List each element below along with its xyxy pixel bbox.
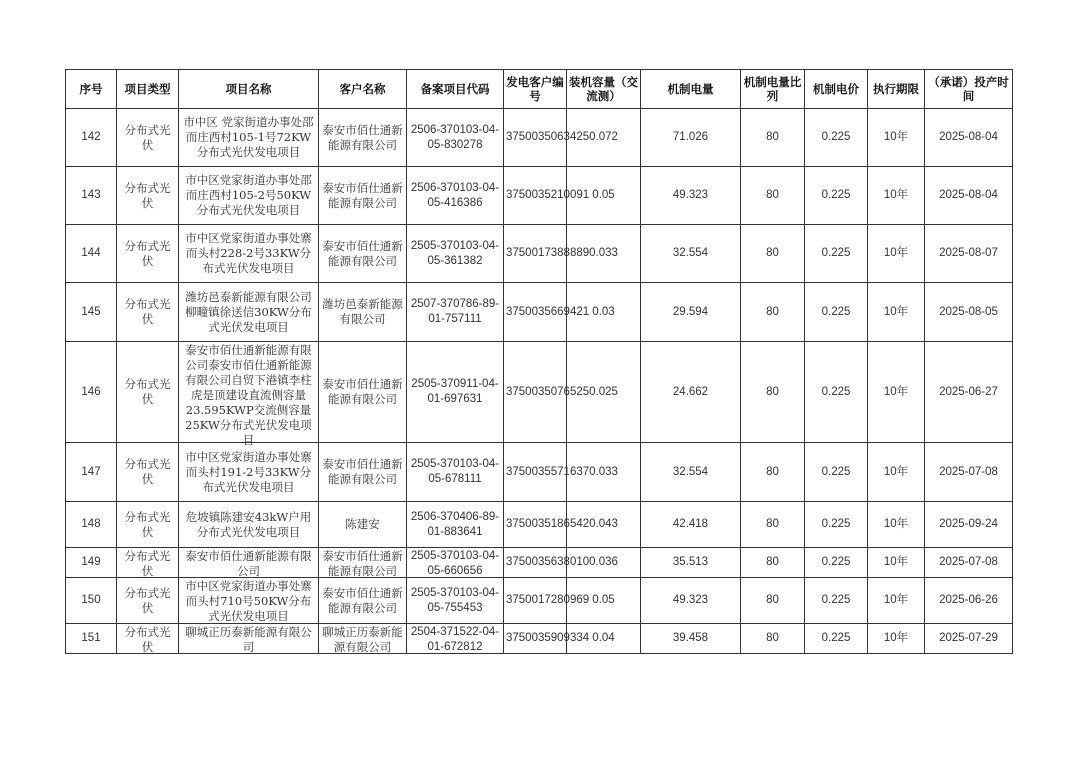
row-date: [925, 502, 1013, 548]
table-row: [66, 109, 1013, 167]
row-energy: [641, 578, 741, 624]
row-filing-code-text: 2505-370911-04-01-697631: [411, 378, 499, 405]
row-energy-text: 49.323: [672, 594, 709, 606]
row-customer: [319, 283, 407, 342]
row-seq: [66, 578, 117, 624]
row-term: [868, 548, 925, 578]
row-filing-code-text: 2506-370103-04-05-416386: [410, 181, 500, 209]
row-ratio: [741, 443, 805, 502]
row-term-text: 10年: [883, 465, 909, 478]
row-seq-text: 143: [81, 189, 101, 201]
row-customer-text: 聊城正历泰新能源有限公司: [322, 625, 403, 654]
row-capacity-text: 0.033: [589, 465, 618, 478]
table-header-row: [66, 70, 1013, 109]
row-name-text: 潍坊邑泰新能源有限公司柳疃镇徐送信30KW分布式光伏发电项目: [185, 289, 312, 334]
row-term-text: 10年: [883, 131, 909, 143]
row-term-text: 10年: [883, 247, 909, 259]
header-name: 项目名称: [179, 70, 319, 109]
row-ratio-text: 80: [766, 556, 779, 568]
row-filing-code: [407, 167, 504, 225]
row-energy-text: 71.026: [672, 131, 709, 143]
row-price: [805, 283, 868, 342]
row-seq: [66, 548, 117, 578]
row-customer-text: 泰安市佰仕通新能源有限公司: [322, 238, 403, 268]
row-type: [117, 225, 179, 283]
row-seq-text: 145: [81, 305, 101, 318]
row-term-text: 10年: [883, 305, 909, 318]
row-term-text: 10年: [883, 518, 909, 530]
row-account-text: 3750035669421: [506, 305, 590, 318]
row-capacity-text: 0.072: [589, 131, 618, 143]
row-account: [504, 167, 590, 225]
row-customer-text: 泰安市佰仕通新能源有限公司: [322, 377, 403, 406]
row-term: [868, 283, 925, 342]
row-seq: [66, 624, 117, 654]
row-filing-code: [407, 225, 504, 283]
row-seq-text: 142: [81, 131, 101, 143]
row-term: [868, 109, 925, 167]
row-name: [179, 548, 319, 578]
row-ratio-text: 80: [766, 247, 779, 259]
row-date-text: 2025-07-29: [939, 632, 998, 644]
table-row: [66, 578, 1013, 624]
row-type-text: 分布式光伏: [124, 509, 171, 539]
row-name-text: 聊城正历泰新能源有限公司: [185, 625, 312, 654]
row-filing-code-text: 2505-370103-04-05-361382: [410, 239, 500, 267]
row-capacity-text: 0.05: [592, 594, 615, 606]
row-energy: [641, 109, 741, 167]
row-customer: [319, 109, 407, 167]
row-date-text: 2025-06-27: [939, 385, 998, 398]
header-account: 发电客户编号: [504, 70, 567, 109]
row-type: [117, 548, 179, 578]
row-ratio-text: 80: [766, 594, 779, 606]
row-date: [925, 225, 1013, 283]
row-capacity-text: 0.033: [589, 247, 618, 259]
row-customer-text: 陈建安: [345, 517, 380, 531]
table-row: [66, 443, 1013, 502]
row-price: [805, 548, 868, 578]
row-name: [179, 502, 319, 548]
row-capacity-text: 0.03: [592, 305, 615, 318]
row-date: [925, 578, 1013, 624]
row-filing-code: [407, 624, 504, 654]
header-filing-code: 备案项目代码: [407, 70, 504, 109]
row-price-text: 0.225: [821, 465, 851, 478]
header-capacity: 装机容量（交流测）: [567, 70, 641, 109]
row-price-text: 0.225: [821, 385, 851, 398]
row-term: [868, 502, 925, 548]
row-price: [805, 225, 868, 283]
row-type-text: 分布式光伏: [124, 585, 171, 615]
row-price: [805, 624, 868, 654]
row-filing-code-text: 2506-370406-89-01-883641: [410, 510, 500, 538]
row-account: [504, 578, 590, 624]
row-type: [117, 578, 179, 624]
row-ratio: [741, 109, 805, 167]
row-filing-code: [407, 109, 504, 167]
table-row: [66, 624, 1013, 654]
header-customer: 客户名称: [319, 70, 407, 109]
row-price-text: 0.225: [821, 518, 851, 530]
row-term-text: 10年: [883, 556, 909, 568]
row-ratio: [741, 225, 805, 283]
row-seq: [66, 283, 117, 342]
row-seq-text: 146: [81, 385, 101, 398]
row-price: [805, 109, 868, 167]
table-row: [66, 502, 1013, 548]
header-seq: 序号: [66, 70, 117, 109]
row-capacity-text: 0.025: [589, 385, 618, 398]
table-row: [66, 548, 1013, 578]
row-type-text: 分布式光伏: [124, 549, 171, 578]
table-row: [66, 225, 1013, 283]
row-date-text: 2025-08-04: [939, 131, 998, 143]
row-term: [868, 624, 925, 654]
row-type: [117, 342, 179, 443]
row-type-text: 分布式光伏: [124, 297, 171, 326]
row-customer-text: 泰安市佰仕通新能源有限公司: [322, 585, 403, 615]
row-type-text: 分布式光伏: [124, 625, 171, 654]
row-price-text: 0.225: [821, 556, 851, 568]
row-customer: [319, 548, 407, 578]
row-type: [117, 502, 179, 548]
row-date: [925, 283, 1013, 342]
row-ratio: [741, 624, 805, 654]
row-term-text: 10年: [883, 189, 909, 201]
row-customer-text: 泰安市佰仕通新能源有限公司: [322, 180, 403, 210]
row-price: [805, 167, 868, 225]
row-date-text: 2025-07-08: [939, 556, 998, 568]
row-energy: [641, 225, 741, 283]
row-account-text: 3750035076525: [506, 385, 590, 398]
row-filing-code-text: 2505-370103-04-05-660656: [410, 550, 500, 577]
row-ratio: [741, 502, 805, 548]
project-table: [65, 69, 1013, 654]
row-energy: [641, 342, 741, 443]
row-account-text: 3750035638010: [506, 556, 590, 568]
row-type: [117, 624, 179, 654]
row-filing-code-text: 2506-370103-04-05-830278: [410, 123, 500, 151]
row-type: [117, 109, 179, 167]
row-account-text: 3750017388889: [506, 247, 590, 259]
row-energy-text: 39.458: [672, 632, 709, 644]
row-price-text: 0.225: [821, 594, 851, 606]
row-energy: [641, 624, 741, 654]
row-ratio-text: 80: [766, 632, 779, 644]
row-term-text: 10年: [883, 594, 909, 606]
row-filing-code-text: 2504-371522-04-01-672812: [410, 626, 500, 653]
row-energy: [641, 548, 741, 578]
header-energy: 机制电量: [641, 70, 741, 109]
row-energy-text: 49.323: [672, 189, 709, 201]
row-type-text: 分布式光伏: [124, 457, 171, 486]
row-name: [179, 167, 319, 225]
row-filing-code-text: 2507-370786-89-01-757111: [410, 298, 500, 325]
row-account: [504, 548, 590, 578]
row-name: [179, 624, 319, 654]
row-customer: [319, 578, 407, 624]
row-energy: [641, 502, 741, 548]
row-energy-text: 42.418: [672, 518, 709, 530]
row-date-text: 2025-09-24: [939, 518, 998, 530]
table-row: [66, 167, 1013, 225]
row-term: [868, 225, 925, 283]
row-name-text: 市中区 党家街道办事处邵而庄西村105-1号72KW分布式光伏发电项目: [183, 115, 314, 159]
row-date-text: 2025-06-26: [939, 594, 998, 606]
row-capacity-text: 0.04: [592, 632, 615, 644]
table-row: [66, 342, 1013, 443]
row-ratio: [741, 342, 805, 443]
row-seq: [66, 109, 117, 167]
row-account: [504, 109, 590, 167]
row-account: [504, 443, 590, 502]
row-energy-text: 29.594: [672, 305, 709, 318]
row-price: [805, 342, 868, 443]
row-customer: [319, 342, 407, 443]
row-seq-text: 151: [81, 632, 101, 644]
row-seq-text: 148: [81, 518, 101, 530]
row-price-text: 0.225: [821, 632, 851, 644]
row-date: [925, 109, 1013, 167]
row-name-text: 泰安市佰仕通新能源有限公司: [185, 549, 312, 578]
row-price-text: 0.225: [821, 247, 851, 259]
row-ratio-text: 80: [766, 465, 779, 478]
row-customer: [319, 225, 407, 283]
row-date: [925, 167, 1013, 225]
header-date: （承诺）投产时间: [925, 70, 1013, 109]
row-name-text: 泰安市佰仕通新能源有限公司泰安市佰仕通新能源有限公司自贸下港镇李柱虎是顶建设直流侧容量23.595KWP交流侧容量25KW分布式光伏发电项目: [185, 343, 312, 447]
row-name-text: 市中区党家街道办事处寨而头村191-2号33KW分布式光伏发电项目: [185, 449, 312, 494]
row-energy-text: 32.554: [672, 247, 709, 259]
table-row: [66, 283, 1013, 342]
row-ratio: [741, 548, 805, 578]
row-price-text: 0.225: [821, 189, 851, 201]
row-seq: [66, 502, 117, 548]
row-name: [179, 578, 319, 624]
row-seq: [66, 443, 117, 502]
row-account: [504, 624, 590, 654]
row-account-text: 3750035186542: [506, 518, 590, 530]
row-date: [925, 342, 1013, 443]
row-ratio: [741, 167, 805, 225]
row-customer: [319, 443, 407, 502]
row-customer-text: 泰安市佰仕通新能源有限公司: [322, 457, 403, 486]
row-filing-code: [407, 283, 504, 342]
row-customer-text: 潍坊邑泰新能源有限公司: [322, 297, 403, 326]
row-price: [805, 578, 868, 624]
row-filing-code: [407, 443, 504, 502]
header-term: 执行期限: [868, 70, 925, 109]
row-customer: [319, 167, 407, 225]
row-term: [868, 443, 925, 502]
row-type: [117, 167, 179, 225]
row-name-text: 危坡镇陈建安43kW户用分布式光伏发电项目: [185, 509, 312, 539]
row-name: [179, 342, 319, 447]
row-type: [117, 283, 179, 342]
row-account-text: 3750035063425: [506, 131, 590, 143]
row-date-text: 2025-07-08: [939, 465, 998, 478]
row-customer: [319, 502, 407, 548]
row-term: [868, 342, 925, 443]
row-filing-code: [407, 548, 504, 578]
row-energy-text: 32.554: [672, 465, 709, 478]
row-name: [179, 443, 319, 502]
row-account-text: 3750035909334: [506, 632, 590, 644]
row-name-text: 市中区党家街道办事处寨而头村228-2号33KW分布式光伏发电项目: [185, 231, 312, 275]
row-customer-text: 泰安市佰仕通新能源有限公司: [322, 549, 403, 578]
row-account-text: 3750035210091: [506, 189, 590, 201]
row-date: [925, 443, 1013, 502]
row-price-text: 0.225: [821, 131, 851, 143]
row-seq-text: 149: [81, 556, 101, 568]
row-customer-text: 泰安市佰仕通新能源有限公司: [322, 122, 403, 152]
row-ratio-text: 80: [766, 305, 779, 318]
row-ratio-text: 80: [766, 385, 779, 398]
row-type-text: 分布式光伏: [124, 180, 171, 210]
row-term: [868, 578, 925, 624]
header-type: 项目类型: [117, 70, 179, 109]
row-capacity-text: 0.043: [589, 518, 618, 530]
row-seq-text: 150: [81, 594, 101, 606]
row-type: [117, 443, 179, 502]
row-filing-code-text: 2505-370103-04-05-755453: [410, 586, 500, 614]
row-capacity-text: 0.036: [589, 556, 618, 568]
row-seq: [66, 225, 117, 283]
row-seq-text: 144: [81, 247, 101, 259]
row-type-text: 分布式光伏: [124, 122, 171, 152]
row-price: [805, 443, 868, 502]
row-ratio: [741, 578, 805, 624]
row-filing-code: [407, 342, 504, 443]
row-term-text: 10年: [883, 385, 909, 398]
row-term: [868, 167, 925, 225]
row-seq-text: 147: [81, 465, 101, 478]
row-ratio-text: 80: [766, 518, 779, 530]
row-account-text: 3750017280969: [506, 594, 590, 606]
row-ratio-text: 80: [766, 189, 779, 201]
row-type-text: 分布式光伏: [124, 238, 171, 268]
row-energy: [641, 283, 741, 342]
row-name: [179, 109, 319, 167]
row-filing-code: [407, 578, 504, 624]
row-account: [504, 283, 590, 342]
row-energy: [641, 443, 741, 502]
row-date-text: 2025-08-05: [939, 305, 998, 318]
row-name-text: 市中区党家街道办事处邵而庄西村105-2号50KW分布式光伏发电项目: [185, 173, 312, 217]
header-ratio: 机制电量比列: [741, 70, 805, 109]
row-date-text: 2025-08-04: [939, 189, 998, 201]
row-filing-code: [407, 502, 504, 548]
row-account-text: 3750035571637: [506, 465, 590, 478]
row-account: [504, 342, 590, 443]
row-name-text: 市中区党家街道办事处寨而头村710号50KW分布式光伏发电项目: [185, 579, 312, 623]
row-name: [179, 283, 319, 342]
row-filing-code-text: 2505-370103-04-05-678111: [410, 458, 500, 485]
row-price: [805, 502, 868, 548]
row-capacity-text: 0.05: [592, 189, 615, 201]
row-type-text: 分布式光伏: [124, 377, 171, 406]
row-seq: [66, 167, 117, 225]
row-customer: [319, 624, 407, 654]
header-price: 机制电价: [805, 70, 868, 109]
row-term-text: 10年: [883, 632, 909, 644]
row-ratio-text: 80: [766, 131, 779, 143]
row-energy-text: 24.662: [672, 385, 709, 398]
row-price-text: 0.225: [821, 305, 851, 318]
row-date-text: 2025-08-07: [939, 247, 998, 259]
row-name: [179, 225, 319, 283]
row-seq: [66, 342, 117, 443]
row-date: [925, 548, 1013, 578]
row-energy: [641, 167, 741, 225]
row-energy-text: 35.513: [672, 556, 709, 568]
row-account: [504, 502, 590, 548]
row-date: [925, 624, 1013, 654]
row-ratio: [741, 283, 805, 342]
row-account: [504, 225, 590, 283]
